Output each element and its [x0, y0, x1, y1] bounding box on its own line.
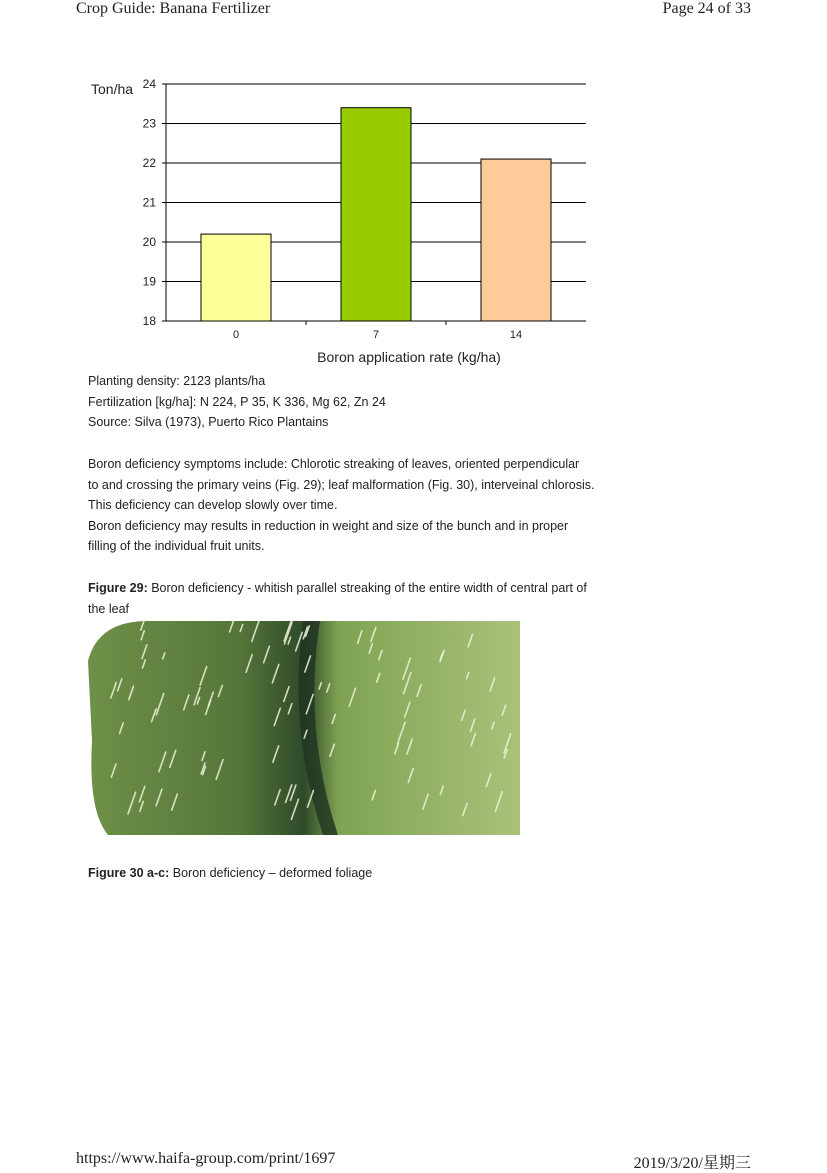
figure-29-text: Boron deficiency - whitish parallel streaking of the entire width of central part of: [147, 581, 587, 595]
figure-29-label: Figure 29:: [88, 581, 148, 595]
y-tick-label: 19: [142, 274, 156, 289]
bar-14: [481, 159, 551, 321]
planting-density: Planting density: 2123 plants/ha: [88, 374, 266, 388]
figure-30-text: Boron deficiency – deformed foliage: [169, 866, 373, 880]
x-tick-label: 7: [372, 329, 380, 341]
boron-deficiency-leaf-photo: [88, 621, 520, 835]
y-tick-label: 24: [142, 77, 156, 91]
x-tick-label: 0: [232, 329, 240, 341]
x-axis-ticks: [233, 321, 522, 341]
fertilization-rates: Fertilization [kg/ha]: N 224, P 35, K 336, Mg 62, Zn 24: [88, 394, 386, 409]
y-tick-label: 22: [142, 156, 156, 170]
figure-29-caption: [88, 578, 628, 619]
y-tick-label: 21: [142, 195, 156, 210]
yield-bar-chart: [86, 74, 606, 370]
chart-bars: [201, 108, 551, 321]
bar-7: [341, 108, 411, 321]
y-tick-label: 18: [142, 314, 156, 328]
y-tick-label: 23: [142, 116, 156, 131]
print-date: 2019/3/20/星期三: [633, 1155, 751, 1172]
figure-30-label: Figure 30 a-c:: [88, 866, 170, 880]
x-tick-label: 14: [509, 329, 523, 341]
y-axis-label: Ton/ha: [91, 81, 134, 97]
x-axis-label: Boron application rate (kg/ha): [317, 349, 501, 365]
y-tick-label: 20: [142, 235, 156, 249]
data-source: Source: Silva (1973), Puerto Rico Plantains: [88, 415, 329, 429]
y-axis-ticks: [143, 77, 166, 328]
paragraph-line: Boron deficiency symptoms include: Chlorotic streaking of leaves, oriented perpendicular: [88, 457, 580, 471]
page-url: https://www.haifa-group.com/print/1697: [76, 1150, 336, 1167]
document-title: Crop Guide: Banana Fertilizer: [76, 0, 271, 17]
page-number: Page 24 of 33: [662, 0, 751, 17]
bar-0: [201, 234, 271, 321]
paragraph-line: Boron deficiency may results in reduction in weight and size of the bunch and in proper: [88, 518, 569, 533]
figure-30-caption: [88, 863, 628, 884]
boron-deficiency-paragraph: [88, 454, 628, 557]
paragraph-line: to and crossing the primary veins (Fig. 29); leaf malformation (Fig. 30), interveinal chlorosis.: [88, 477, 595, 492]
study-details: [88, 371, 628, 433]
paragraph-line: This deficiency can develop slowly over time.: [88, 498, 338, 512]
paragraph-line: filling of the individual fruit units.: [88, 539, 265, 553]
figure-29-text-cont: the leaf: [88, 601, 130, 616]
